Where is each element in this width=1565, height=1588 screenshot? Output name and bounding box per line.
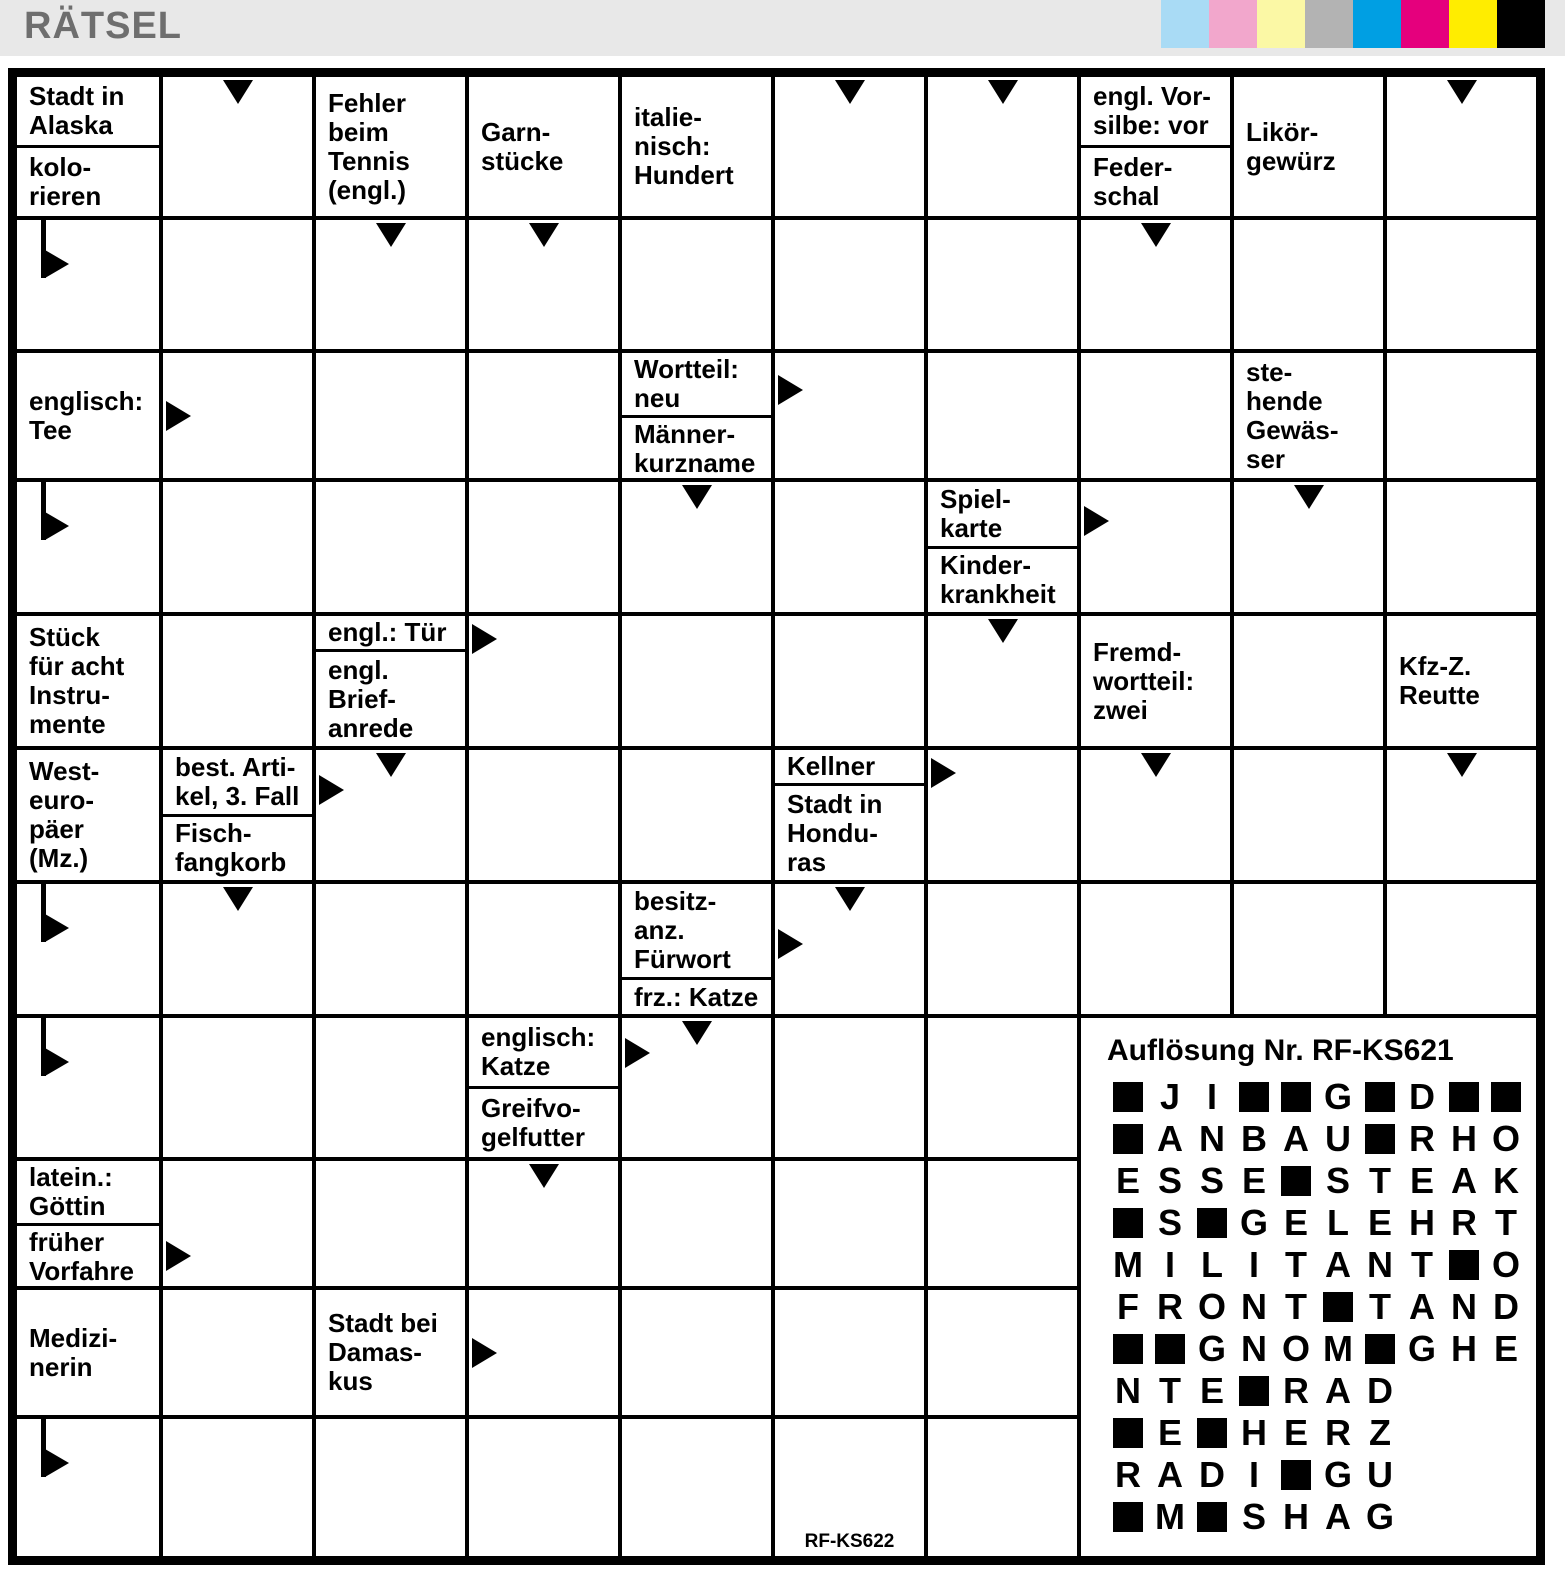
answer-cell-r4c4[interactable] <box>620 614 773 748</box>
solution-letter: K <box>1493 1160 1519 1201</box>
right-arrow-icon <box>472 1338 497 1368</box>
solution-black-square <box>1359 1076 1401 1118</box>
solution-row <box>1107 1076 1530 1118</box>
solution-black-square <box>1107 1202 1149 1244</box>
clue-text: kolo- rieren <box>29 152 102 211</box>
solution-black-square <box>1107 1076 1149 1118</box>
solution-black-square <box>1107 1118 1149 1160</box>
down-arrow-icon <box>223 887 253 911</box>
solution-letter: F <box>1117 1286 1139 1327</box>
right-arrow-icon <box>166 1241 191 1271</box>
down-arrow-icon <box>1294 485 1324 509</box>
clue-text: West- euro- päer (Mz.) <box>29 756 100 873</box>
solution-box <box>1079 1016 1538 1558</box>
answer-cell-r8c2[interactable] <box>314 1159 467 1288</box>
solution-letter: E <box>1199 1370 1224 1411</box>
solution-letter: A <box>1325 1244 1351 1285</box>
solution-letter: O <box>1281 1328 1310 1369</box>
clue-text: Fehler beim Tennis (engl.) <box>328 87 410 205</box>
answer-cell-r5c9[interactable] <box>1385 748 1538 882</box>
solution-black-square <box>1443 1244 1485 1286</box>
down-arrow-icon <box>529 1164 559 1188</box>
solution-black-square <box>1107 1412 1149 1454</box>
answer-cell-r2c6[interactable] <box>926 351 1079 480</box>
right-arrow-icon <box>319 775 344 805</box>
answer-cell-r3c4[interactable] <box>620 480 773 614</box>
answer-cell-r3c1[interactable] <box>161 480 314 614</box>
solution-letter: A <box>1409 1286 1435 1327</box>
down-arrow-icon <box>529 223 559 247</box>
answer-cell-r3c0[interactable] <box>15 480 161 614</box>
answer-cell-r8c4[interactable] <box>620 1159 773 1288</box>
clue-cell-r0c0 <box>15 75 161 218</box>
clue-cell-r4c0 <box>15 614 161 748</box>
answer-cell-r2c5[interactable] <box>773 351 926 480</box>
solution-letter: G <box>1239 1202 1268 1243</box>
answer-cell-r3c5[interactable] <box>773 480 926 614</box>
down-arrow-icon <box>376 223 406 247</box>
solution-letter: Z <box>1369 1412 1391 1453</box>
answer-cell-r5c6[interactable] <box>926 748 1079 882</box>
solution-letter: L <box>1201 1244 1223 1285</box>
solution-letter: E <box>1115 1160 1140 1201</box>
solution-letter: M <box>1113 1244 1143 1285</box>
answer-cell-r0c9[interactable] <box>1385 75 1538 218</box>
clue-cell-r2c0 <box>15 351 161 480</box>
clue-cell-r0c3 <box>467 75 620 218</box>
solution-letter: U <box>1367 1454 1393 1495</box>
solution-letter: S <box>1157 1202 1182 1243</box>
down-arrow-icon <box>682 1021 712 1045</box>
bent-right-arrow-icon <box>41 482 85 554</box>
solution-letter: G <box>1323 1076 1352 1117</box>
clue-text: ste- hende Gewäs- ser <box>1246 356 1339 474</box>
solution-letter: E <box>1367 1202 1392 1243</box>
solution-letter: M <box>1155 1496 1185 1537</box>
answer-cell-r0c6[interactable] <box>926 75 1079 218</box>
color-calibration-bars <box>1161 0 1545 48</box>
answer-cell-r6c9[interactable] <box>1385 882 1538 1016</box>
solution-letter: E <box>1493 1328 1518 1369</box>
answer-cell-r5c2[interactable] <box>314 748 467 882</box>
solution-letter: M <box>1323 1328 1353 1369</box>
solution-letter: E <box>1283 1412 1308 1453</box>
clue-text: Stück für acht Instru- mente <box>29 622 125 739</box>
answer-cell-r3c2[interactable] <box>314 480 467 614</box>
clue-text: Medizi- nerin <box>29 1322 118 1382</box>
solution-black-square <box>1233 1076 1275 1118</box>
answer-cell-r5c3[interactable] <box>467 748 620 882</box>
solution-letter: A <box>1451 1160 1477 1201</box>
solution-row <box>1107 1370 1530 1412</box>
solution-letter: S <box>1157 1160 1182 1201</box>
solution-letter: T <box>1285 1244 1307 1285</box>
solution-row <box>1107 1118 1530 1160</box>
clue-text: englisch: Katze <box>469 1018 618 1089</box>
page-header <box>0 0 1565 56</box>
solution-letter: A <box>1325 1370 1351 1411</box>
solution-letter: L <box>1327 1202 1349 1243</box>
answer-cell-r3c9[interactable] <box>1385 480 1538 614</box>
solution-letter: U <box>1325 1118 1351 1159</box>
solution-letter: O <box>1491 1118 1520 1159</box>
solution-letter: S <box>1325 1160 1350 1201</box>
solution-black-square <box>1107 1328 1149 1370</box>
clue-cell-r2c8 <box>1232 351 1385 480</box>
color-calibration-bar <box>1257 0 1305 48</box>
solution-row <box>1107 1286 1530 1328</box>
clue-text: Wortteil: neu <box>622 353 771 418</box>
right-arrow-icon <box>778 375 803 405</box>
solution-letter: D <box>1493 1286 1519 1327</box>
down-arrow-icon <box>223 80 253 104</box>
answer-cell-r10c5[interactable] <box>773 1417 926 1558</box>
answer-cell-r1c7[interactable] <box>1079 218 1232 351</box>
bent-right-arrow-icon <box>41 1419 85 1491</box>
color-calibration-bar <box>1449 0 1497 48</box>
right-arrow-icon <box>166 401 191 431</box>
clue-text: Kellner <box>775 750 924 786</box>
solution-row <box>1107 1496 1530 1538</box>
clue-cell-r4c7 <box>1079 614 1232 748</box>
clue-text: Fisch- fangkorb <box>175 818 287 878</box>
clue-text: best. Arti- kel, 3. Fall <box>163 750 312 817</box>
solution-letter: G <box>1365 1496 1394 1537</box>
clue-text: Likör- gewürz <box>1246 116 1336 176</box>
answer-cell-r6c5[interactable] <box>773 882 926 1016</box>
answer-cell-r8c3[interactable] <box>467 1159 620 1288</box>
color-calibration-bar <box>1497 0 1545 48</box>
answer-cell-r1c2[interactable] <box>314 218 467 351</box>
solution-row <box>1107 1244 1530 1286</box>
answer-cell-r5c4[interactable] <box>620 748 773 882</box>
answer-cell-r7c1[interactable] <box>161 1016 314 1159</box>
solution-black-square <box>1275 1076 1317 1118</box>
solution-letter: R <box>1325 1412 1351 1453</box>
answer-cell-r4c5[interactable] <box>773 614 926 748</box>
answer-cell-r7c5[interactable] <box>773 1016 926 1159</box>
clue-cell-r5c1 <box>161 748 314 882</box>
solution-letter: N <box>1451 1286 1477 1327</box>
solution-letter: T <box>1369 1160 1391 1201</box>
clue-cell-r8c0 <box>15 1159 161 1288</box>
answer-cell-r1c6[interactable] <box>926 218 1079 351</box>
clue-text: Stadt in Alaska <box>17 77 159 148</box>
answer-cell-r2c3[interactable] <box>467 351 620 480</box>
solution-letter: E <box>1157 1412 1182 1453</box>
solution-title: Auflösung Nr. RF-KS621 <box>1107 1034 1454 1067</box>
clue-cell-r4c9 <box>1385 614 1538 748</box>
clue-text: Stadt bei Damas- kus <box>328 1308 438 1396</box>
color-calibration-bar <box>1353 0 1401 48</box>
clue-cell-r5c0 <box>15 748 161 882</box>
answer-cell-r1c3[interactable] <box>467 218 620 351</box>
answer-cell-r10c0[interactable] <box>15 1417 161 1558</box>
solution-letter: N <box>1241 1328 1267 1369</box>
solution-letter: R <box>1283 1370 1309 1411</box>
answer-cell-r0c1[interactable] <box>161 75 314 218</box>
solution-letter: R <box>1157 1286 1183 1327</box>
solution-letter: N <box>1241 1286 1267 1327</box>
solution-letter: H <box>1241 1412 1267 1453</box>
answer-cell-r4c3[interactable] <box>467 614 620 748</box>
color-calibration-bar <box>1305 0 1353 48</box>
answer-cell-r5c8[interactable] <box>1232 748 1385 882</box>
solution-letter: J <box>1159 1076 1181 1117</box>
clue-cell-r0c7 <box>1079 75 1232 218</box>
clue-text: engl. Brief- anrede <box>328 654 414 743</box>
clue-text: Feder- schal <box>1093 152 1173 211</box>
solution-letter: T <box>1411 1244 1433 1285</box>
puzzle-code-label: RF-KS622 <box>804 1531 895 1552</box>
down-arrow-icon <box>988 619 1018 643</box>
clue-cell-r5c5 <box>773 748 926 882</box>
answer-cell-r6c8[interactable] <box>1232 882 1385 1016</box>
right-arrow-icon <box>778 929 803 959</box>
answer-cell-r8c1[interactable] <box>161 1159 314 1288</box>
answer-cell-r9c1[interactable] <box>161 1288 314 1417</box>
solution-letter: T <box>1159 1370 1181 1411</box>
clue-text: englisch: Tee <box>29 385 144 445</box>
right-arrow-icon <box>472 624 497 654</box>
solution-letter: I <box>1164 1244 1175 1285</box>
answer-cell-r2c2[interactable] <box>314 351 467 480</box>
solution-letter: H <box>1409 1202 1435 1243</box>
answer-cell-r7c6[interactable] <box>926 1016 1079 1159</box>
solution-black-square <box>1191 1496 1233 1538</box>
clue-text: Greifvo- gelfutter <box>481 1093 585 1152</box>
answer-cell-r9c6[interactable] <box>926 1288 1079 1417</box>
solution-letter: D <box>1367 1370 1393 1411</box>
clue-text: besitz- anz. Fürwort <box>622 884 771 980</box>
down-arrow-icon <box>1141 223 1171 247</box>
solution-black-square <box>1359 1328 1401 1370</box>
clue-text: Spiel- karte <box>928 482 1077 549</box>
solution-black-square <box>1149 1328 1191 1370</box>
solution-black-square <box>1317 1286 1359 1328</box>
bent-right-arrow-icon <box>41 1018 85 1090</box>
clue-cell-r6c4 <box>620 882 773 1016</box>
clue-cell-r0c4 <box>620 75 773 218</box>
solution-letter: B <box>1241 1118 1267 1159</box>
clue-text: frz.: Katze <box>634 981 759 1012</box>
answer-cell-r2c1[interactable] <box>161 351 314 480</box>
color-calibration-bar <box>1161 0 1209 48</box>
clue-text: italie- nisch: Hundert <box>634 102 734 190</box>
solution-black-square <box>1275 1160 1317 1202</box>
solution-letter: T <box>1285 1286 1307 1327</box>
clue-text: latein.: Göttin <box>17 1161 159 1226</box>
solution-letter: R <box>1409 1118 1435 1159</box>
answer-cell-r3c8[interactable] <box>1232 480 1385 614</box>
clue-cell-r0c2 <box>314 75 467 218</box>
answer-cell-r6c1[interactable] <box>161 882 314 1016</box>
solution-letter: I <box>1248 1454 1259 1495</box>
clue-cell-r0c8 <box>1232 75 1385 218</box>
solution-letter: O <box>1197 1286 1226 1327</box>
down-arrow-icon <box>376 753 406 777</box>
answer-cell-r2c7[interactable] <box>1079 351 1232 480</box>
down-arrow-icon <box>835 80 865 104</box>
answer-cell-r5c7[interactable] <box>1079 748 1232 882</box>
solution-black-square <box>1443 1076 1485 1118</box>
solution-letter: A <box>1157 1118 1183 1159</box>
solution-black-square <box>1191 1202 1233 1244</box>
clue-text: engl. Vor- silbe: vor <box>1081 77 1230 148</box>
answer-cell-r1c9[interactable] <box>1385 218 1538 351</box>
answer-cell-r6c3[interactable] <box>467 882 620 1016</box>
solution-letter: S <box>1199 1160 1224 1201</box>
clue-text: Kinder- krankheit <box>940 550 1056 610</box>
clue-text: Stadt in Hondu- ras <box>787 788 883 877</box>
answer-cell-r3c3[interactable] <box>467 480 620 614</box>
down-arrow-icon <box>835 887 865 911</box>
solution-letter: H <box>1283 1496 1309 1537</box>
answer-cell-r8c5[interactable] <box>773 1159 926 1288</box>
solution-letter: T <box>1495 1202 1517 1243</box>
solution-letter: G <box>1323 1454 1352 1495</box>
solution-letter: D <box>1199 1454 1225 1495</box>
answer-cell-r9c3[interactable] <box>467 1288 620 1417</box>
answer-cell-r7c0[interactable] <box>15 1016 161 1159</box>
down-arrow-icon <box>1141 753 1171 777</box>
answer-cell-r7c4[interactable] <box>620 1016 773 1159</box>
solution-letter: R <box>1451 1202 1477 1243</box>
solution-letter: A <box>1325 1496 1351 1537</box>
answer-cell-r8c6[interactable] <box>926 1159 1079 1288</box>
solution-letter: D <box>1409 1076 1435 1117</box>
answer-cell-r4c8[interactable] <box>1232 614 1385 748</box>
solution-row <box>1107 1160 1530 1202</box>
answer-cell-r1c0[interactable] <box>15 218 161 351</box>
clue-cell-r9c0 <box>15 1288 161 1417</box>
clue-cell-r3c6 <box>926 480 1079 614</box>
answer-cell-r6c7[interactable] <box>1079 882 1232 1016</box>
right-arrow-icon <box>625 1038 650 1068</box>
answer-cell-r10c1[interactable] <box>161 1417 314 1558</box>
answer-cell-r7c2[interactable] <box>314 1016 467 1159</box>
solution-letter: G <box>1407 1328 1436 1369</box>
solution-letter: I <box>1248 1244 1259 1285</box>
solution-letter: N <box>1115 1370 1141 1411</box>
answer-cell-r6c0[interactable] <box>15 882 161 1016</box>
answer-cell-r1c4[interactable] <box>620 218 773 351</box>
answer-cell-r1c5[interactable] <box>773 218 926 351</box>
solution-black-square <box>1275 1454 1317 1496</box>
solution-black-square <box>1359 1118 1401 1160</box>
answer-cell-r10c2[interactable] <box>314 1417 467 1558</box>
solution-letter: E <box>1241 1160 1266 1201</box>
answer-cell-r4c6[interactable] <box>926 614 1079 748</box>
solution-letter: N <box>1199 1118 1225 1159</box>
solution-letter: S <box>1241 1496 1266 1537</box>
answer-cell-r10c4[interactable] <box>620 1417 773 1558</box>
solution-letter: E <box>1283 1202 1308 1243</box>
solution-letter: R <box>1115 1454 1141 1495</box>
solution-black-square <box>1485 1076 1527 1118</box>
clue-text: engl.: Tür <box>316 616 465 652</box>
crossword-grid <box>8 68 1545 1565</box>
solution-letter: H <box>1451 1328 1477 1369</box>
answer-cell-r4c1[interactable] <box>161 614 314 748</box>
answer-cell-r1c1[interactable] <box>161 218 314 351</box>
down-arrow-icon <box>1447 80 1477 104</box>
solution-letter: O <box>1491 1244 1520 1285</box>
bent-right-arrow-icon <box>41 220 85 292</box>
solution-black-square <box>1191 1412 1233 1454</box>
solution-letter: E <box>1409 1160 1434 1201</box>
bent-right-arrow-icon <box>41 884 85 956</box>
right-arrow-icon <box>1084 506 1109 536</box>
page-title: RÄTSEL <box>24 5 182 47</box>
answer-cell-r10c6[interactable] <box>926 1417 1079 1558</box>
answer-cell-r0c5[interactable] <box>773 75 926 218</box>
clue-cell-r4c2 <box>314 614 467 748</box>
solution-row <box>1107 1454 1530 1496</box>
clue-text: Männer- kurzname <box>634 419 756 478</box>
solution-letter: N <box>1367 1244 1393 1285</box>
solution-row <box>1107 1202 1530 1244</box>
answer-cell-r9c4[interactable] <box>620 1288 773 1417</box>
color-calibration-bar <box>1209 0 1257 48</box>
clue-cell-r2c4 <box>620 351 773 480</box>
solution-row <box>1107 1328 1530 1370</box>
clue-text: Kfz-Z. Reutte <box>1399 651 1480 710</box>
clue-text: Fremd- wortteil: zwei <box>1093 636 1195 725</box>
answer-cell-r9c5[interactable] <box>773 1288 926 1417</box>
answer-cell-r1c8[interactable] <box>1232 218 1385 351</box>
solution-letter: H <box>1451 1118 1477 1159</box>
down-arrow-icon <box>1447 753 1477 777</box>
answer-cell-r6c6[interactable] <box>926 882 1079 1016</box>
solution-black-square <box>1233 1370 1275 1412</box>
solution-letter: A <box>1283 1118 1309 1159</box>
answer-cell-r3c7[interactable] <box>1079 480 1232 614</box>
solution-black-square <box>1107 1496 1149 1538</box>
clue-text: Garn- stücke <box>481 116 564 176</box>
right-arrow-icon <box>931 758 956 788</box>
color-calibration-bar <box>1401 0 1449 48</box>
solution-letter: I <box>1206 1076 1217 1117</box>
down-arrow-icon <box>682 485 712 509</box>
solution-letter: G <box>1197 1328 1226 1369</box>
clue-cell-r7c3 <box>467 1016 620 1159</box>
answer-cell-r2c9[interactable] <box>1385 351 1538 480</box>
solution-letter: T <box>1369 1286 1391 1327</box>
down-arrow-icon <box>988 80 1018 104</box>
clue-text: früher Vorfahre <box>29 1227 134 1286</box>
clue-cell-r9c2 <box>314 1288 467 1417</box>
solution-row <box>1107 1412 1530 1454</box>
answer-cell-r6c2[interactable] <box>314 882 467 1016</box>
answer-cell-r10c3[interactable] <box>467 1417 620 1558</box>
solution-letter: A <box>1157 1454 1183 1495</box>
